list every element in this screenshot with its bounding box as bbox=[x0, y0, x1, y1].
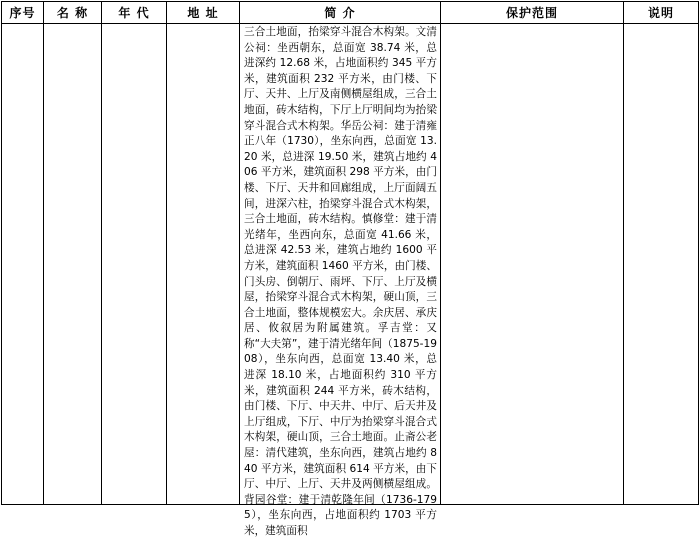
cell-notes bbox=[624, 24, 699, 505]
header-protection-scope: 保护范围 bbox=[441, 2, 624, 24]
header-address: 地 址 bbox=[167, 2, 240, 24]
cell-era bbox=[102, 24, 167, 505]
cell-name bbox=[44, 24, 102, 505]
cell-index bbox=[2, 24, 44, 505]
header-row bbox=[2, 2, 699, 24]
header-era: 年 代 bbox=[102, 2, 167, 24]
header-name: 名 称 bbox=[44, 2, 102, 24]
cell-description bbox=[240, 24, 441, 537]
header-description: 简 介 bbox=[240, 2, 441, 24]
description-text: 三合土地面，抬梁穿斗混合木构架。文清公祠：坐西朝东，总面宽 38.74 米，总进深约 12.68 米，占地面积约 345 平方米，建筑面积 232 平方米，由门楼、下厅、天井、上厅及南侧横屋组成，三合土地面，砖木结构，下厅上厅明间均为抬梁穿斗混合式木构架。华岳公祠：建于清雍正八年（1730），坐东向西，总面宽 13.20 米，总进深 19.50 米，建筑占地约 406 平方米，建筑面积 298 平方米，由门楼、下厅、天井和回廊组成，上厅面阔五间，进深六柱，抬梁穿斗混合式木构架，三合土地面，砖木结构。慎修堂：建于清光绪年，坐西向东，总面宽 41.66 米，总进深 42.53 米，建筑占地约 1600 平方米，建筑面积 1460 平方米，由门楼、门头房、倒朝厅、雨坪、下厅、上厅及横屋，抬梁穿斗混合式木构架，硬山顶，三合土地面，整体规模宏大。余庆居、承庆居、攸叙居为附属建筑。孚吉堂：又称“大夫第”，建于清光绪年间（1875-1908），坐东向西，总面宽 13.40 米，总进深 18.10 米，占地面积约 310 平方米，建筑面积 244 平方米，砖木结构，由门楼、下厅、中天井、中厅、后天井及上厅组成，下厅、中厅为抬梁穿斗混合式木构架，硬山顶，三合土地面。止斋公老屋：清代建筑，坐东向西，建筑占地约 840 平方米，建筑面积 614 平方米，由下厅、中厅、上厅、天井及两侧横屋组成。背园谷堂：建于清乾隆年间（1736-1795），坐东向西，占地面积约 1703 平方米，建筑面积 bbox=[244, 26, 437, 537]
cell-address bbox=[167, 24, 240, 505]
heritage-register-table bbox=[1, 1, 699, 537]
header-notes: 说明 bbox=[624, 2, 699, 24]
table-row bbox=[2, 24, 699, 505]
cell-protection-scope bbox=[441, 24, 624, 505]
header-index: 序号 bbox=[2, 2, 44, 24]
